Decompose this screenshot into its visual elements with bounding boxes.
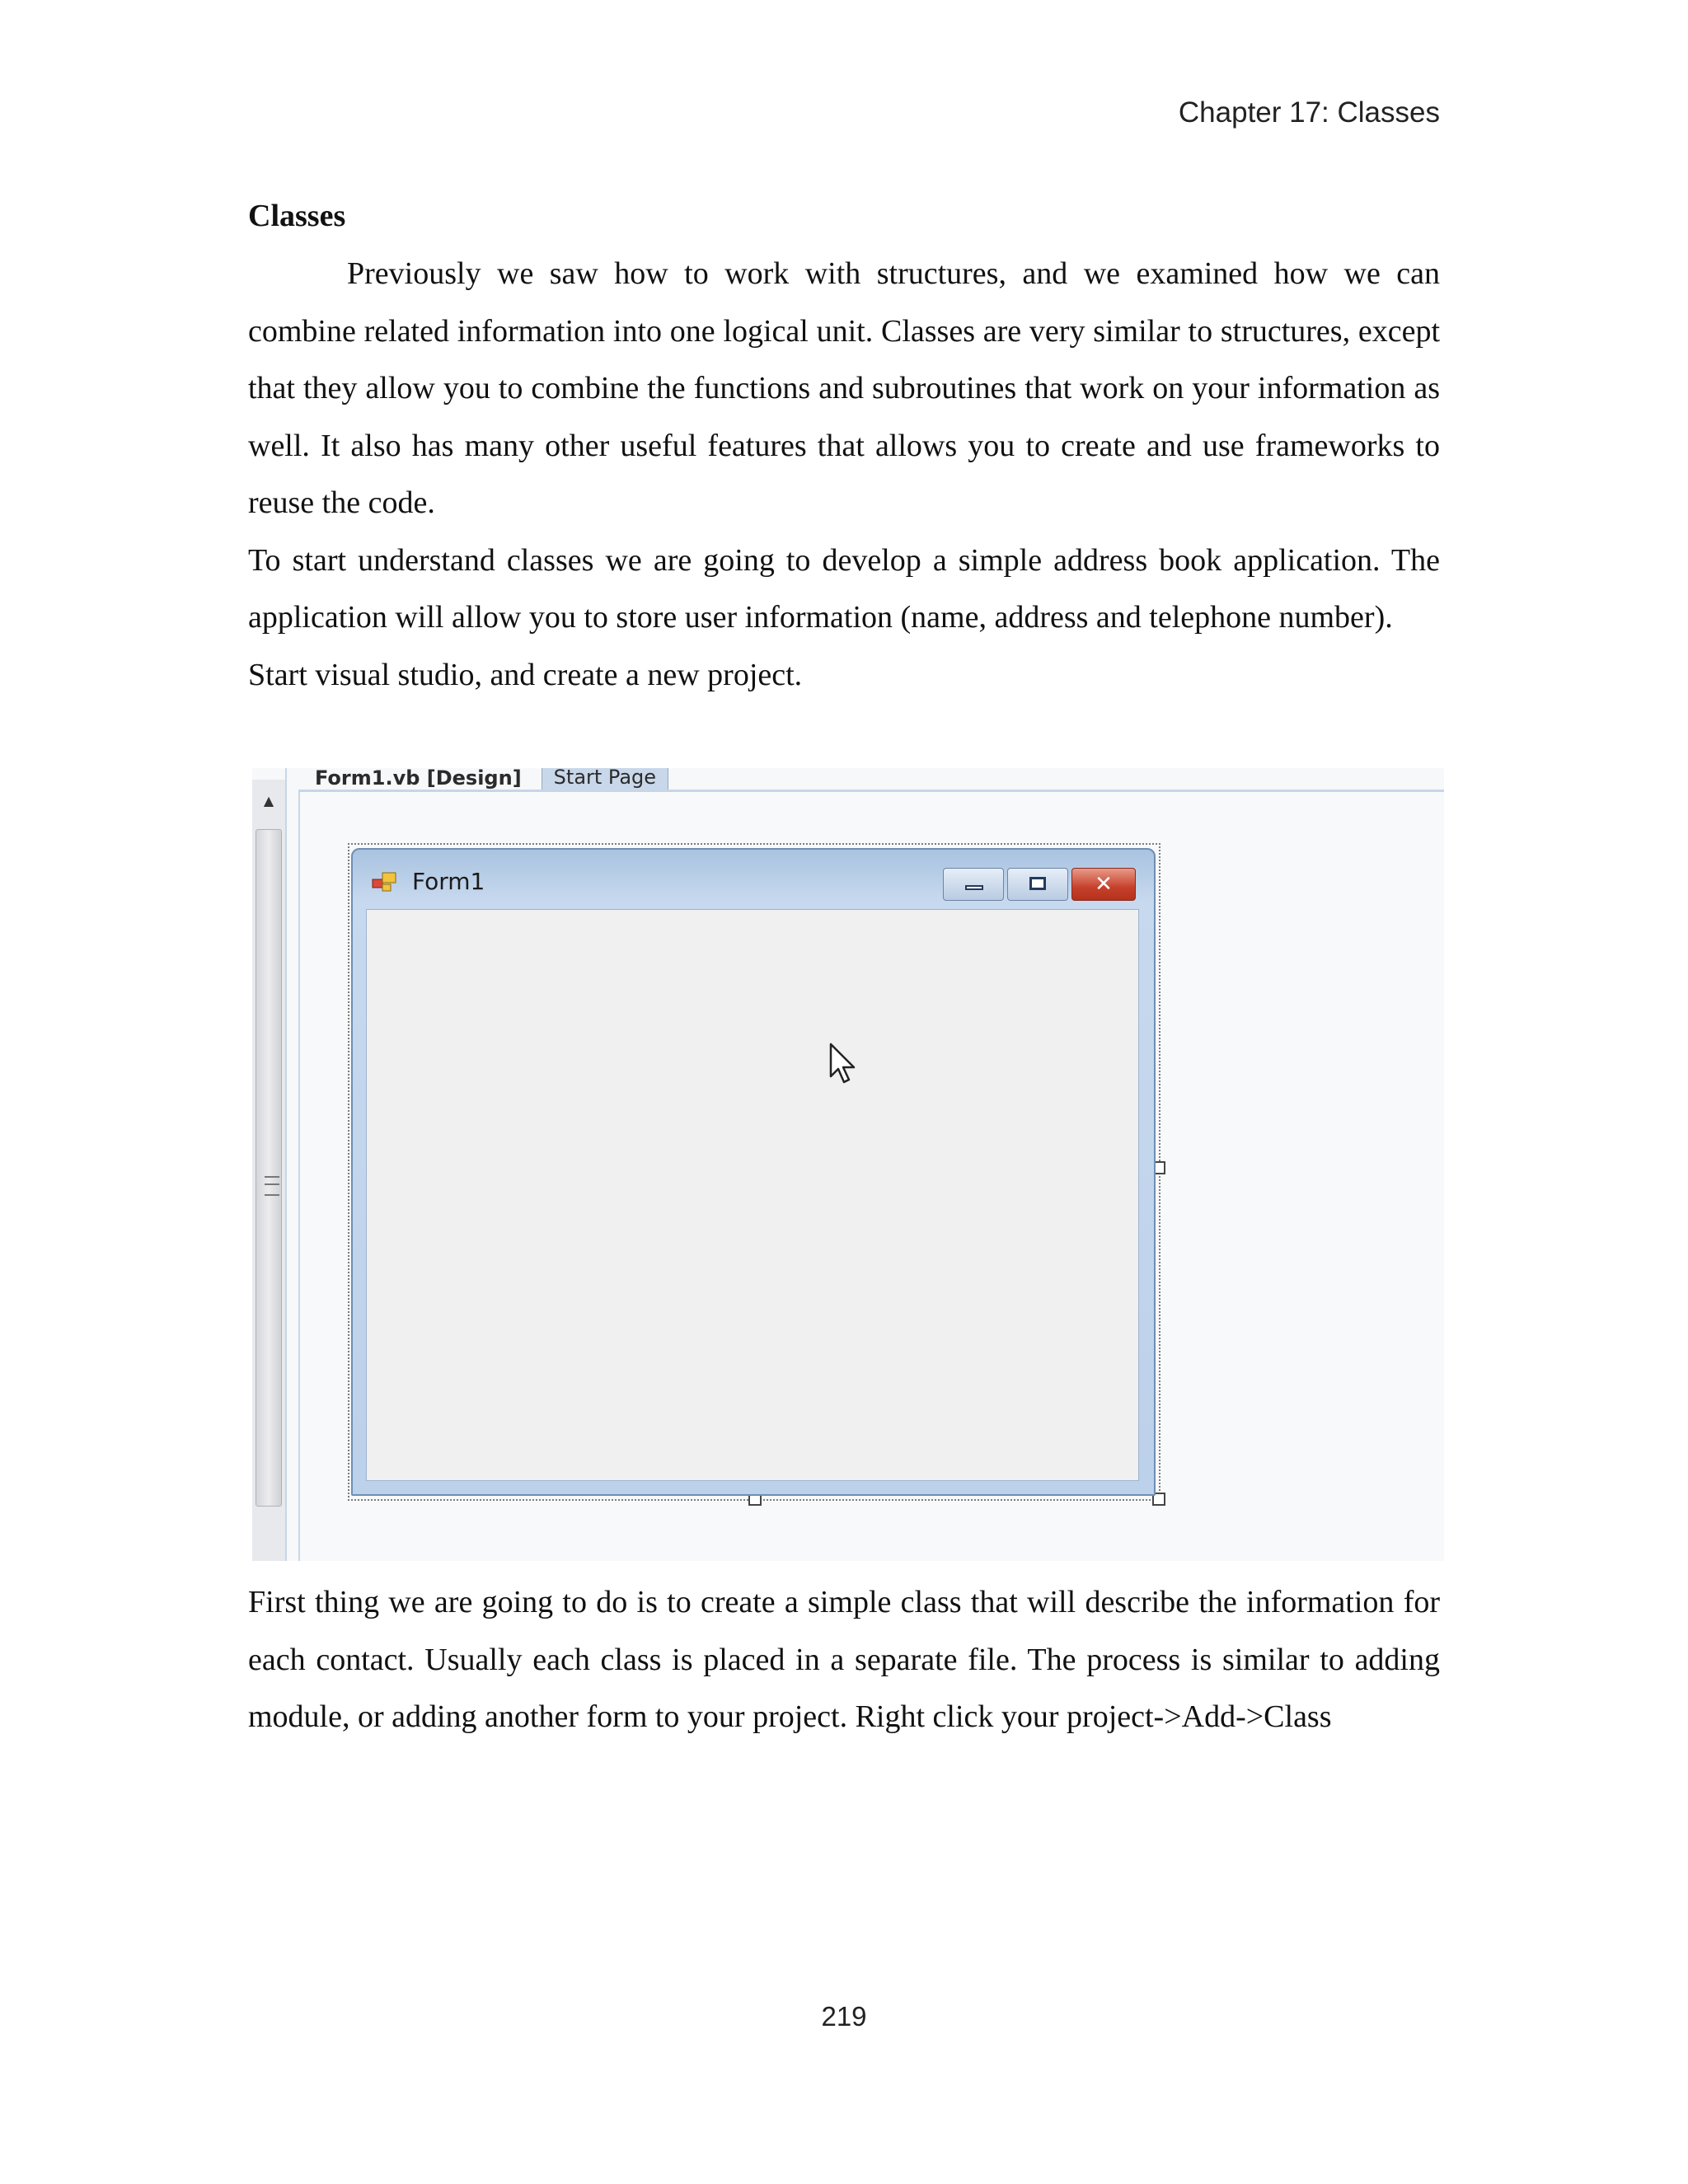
form-title: Form1 — [412, 868, 485, 895]
maximize-icon[interactable] — [1007, 868, 1068, 901]
page-number: 219 — [821, 2001, 867, 2032]
paragraph-address-book: To start understand classes we are going to develop a simple address book application. The application will allow you to store user information (name, address and telephone number). — [248, 542, 1440, 635]
close-glyph: ✕ — [1095, 872, 1113, 897]
close-icon[interactable] — [1071, 868, 1136, 901]
design-surface — [298, 790, 1444, 1561]
tab-label: Form1.vb [Design] — [315, 768, 522, 790]
paragraph-intro: Previously we saw how to work with structures, and we examined how we can combine related information into one logical unit. Classes are very similar to structures, except that they allow you to combine the functions and subroutines that work on your information as well. It also has many other useful features that allows you to create and use frameworks to reuse the code. — [248, 256, 1440, 520]
minimize-icon[interactable] — [943, 868, 1004, 901]
form-app-icon — [371, 869, 399, 894]
tab-label: Start Page — [553, 768, 657, 789]
form1-window[interactable] — [351, 848, 1156, 1496]
followup-text — [248, 1574, 1440, 1746]
scrollbar-thumb[interactable] — [256, 829, 282, 1507]
paragraph-start-vs: Start visual studio, and create a new project. — [248, 657, 803, 692]
scroll-up-arrow-icon[interactable]: ▲ — [263, 793, 274, 808]
document-frame — [285, 768, 1444, 1561]
section-heading: Classes — [248, 199, 346, 233]
intro-text — [248, 246, 1440, 704]
paragraph-create-class: First thing we are going to do is to create a simple class that will describe the information for each contact. Usually each class is placed in a separate file. The process is similar to adding module, or adding another form to your project. Right click your project->Add->Class — [248, 1585, 1440, 1734]
visual-studio-screenshot — [252, 768, 1444, 1561]
running-header: Chapter 17: Classes — [1178, 96, 1440, 129]
form-client-area[interactable] — [366, 909, 1139, 1481]
grip-icon — [265, 1176, 279, 1196]
vertical-scrollbar[interactable] — [252, 780, 286, 1561]
mouse-pointer-icon — [828, 1042, 858, 1086]
